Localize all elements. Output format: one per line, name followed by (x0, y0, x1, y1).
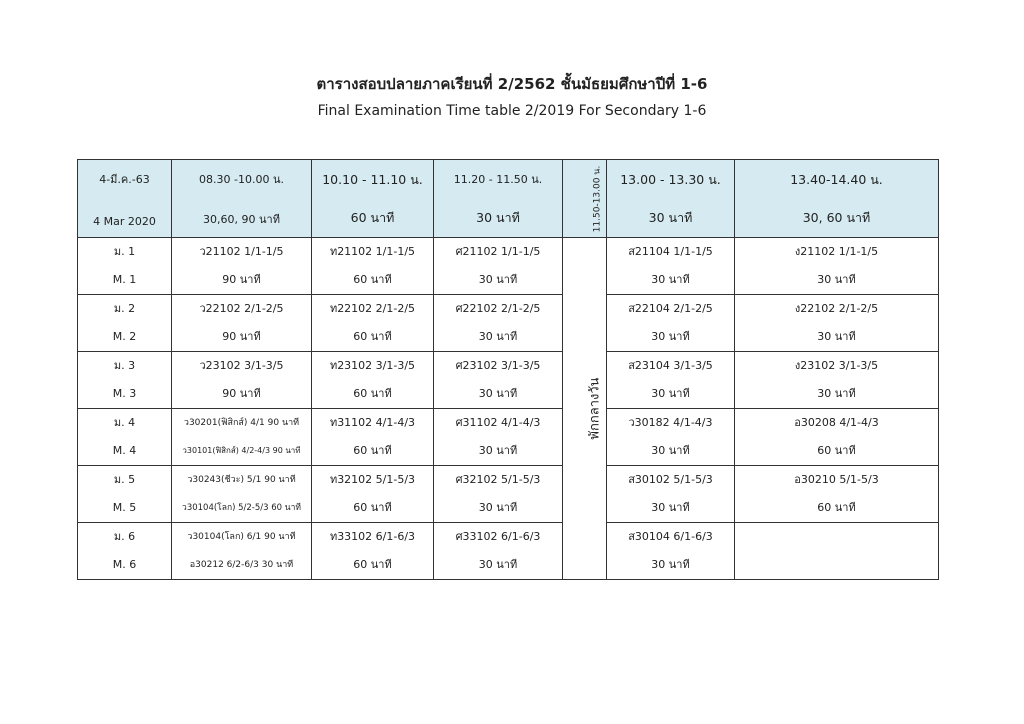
exam-cell (735, 466, 939, 523)
exam-subject: ศ32102 5/1-5/3 (455, 473, 541, 486)
exam-detail: 90 นาที (222, 273, 261, 286)
slot-header-1 (172, 160, 312, 238)
exam-detail: 60 นาที (353, 501, 392, 514)
exam-detail: 30 นาที (817, 273, 856, 286)
level-cell (78, 295, 172, 352)
exam-detail: 30 นาที (651, 330, 690, 343)
exam-subject: ว30201(ฟิสิกส์) 4/1 90 นาที (183, 418, 300, 428)
level-thai: ม. 6 (113, 530, 136, 543)
slot-time: 13.40-14.40 น. (790, 171, 883, 187)
slot-duration: 30,60, 90 นาที (203, 212, 280, 226)
level-english: M. 2 (112, 330, 137, 343)
exam-detail: 60 นาที (817, 444, 856, 457)
table-row (78, 295, 939, 352)
exam-detail: 30 นาที (651, 444, 690, 457)
slot-duration: 30, 60 นาที (802, 209, 871, 225)
lunch-break-label: พักกลางวัน (587, 377, 603, 440)
exam-cell (735, 238, 939, 295)
exam-cell-empty (735, 523, 939, 580)
exam-cell (607, 352, 735, 409)
exam-detail: ว30104(โลก) 5/2-5/3 60 นาที (182, 503, 301, 513)
exam-detail: 60 นาที (353, 444, 392, 457)
exam-cell (434, 295, 563, 352)
exam-cell (607, 466, 735, 523)
exam-cell (607, 295, 735, 352)
slot-duration: 30 นาที (476, 209, 520, 225)
exam-cell (172, 466, 312, 523)
level-cell (78, 238, 172, 295)
date-thai: 4-มี.ค.-63 (99, 172, 150, 186)
slot-header-3 (434, 160, 563, 238)
table-row (78, 409, 939, 466)
slot-header-4 (607, 160, 735, 238)
exam-detail: 30 นาที (478, 273, 518, 286)
exam-subject: ท23102 3/1-3/5 (329, 359, 416, 372)
break-time-header (563, 160, 607, 238)
exam-subject: ส22104 2/1-2/5 (628, 302, 713, 315)
exam-detail: 90 นาที (222, 387, 261, 400)
exam-detail: 30 นาที (651, 387, 690, 400)
exam-detail: 30 นาที (478, 330, 518, 343)
header-row (78, 160, 939, 238)
date-header (78, 160, 172, 238)
page-title-thai: ตารางสอบปลายภาคเรียนที่ 2/2562 ชั้นมัธยมศึกษาปีที่ 1-6 (316, 75, 708, 93)
exam-detail: 60 นาที (817, 501, 856, 514)
exam-detail: 30 นาที (478, 444, 518, 457)
exam-subject: ศ21102 1/1-1/5 (455, 245, 541, 258)
exam-detail: 60 นาที (353, 330, 392, 343)
exam-cell (312, 409, 434, 466)
exam-detail: 30 นาที (651, 558, 690, 571)
exam-cell (434, 238, 563, 295)
exam-subject: ส21104 1/1-1/5 (628, 245, 713, 258)
exam-subject: ส30102 5/1-5/3 (628, 473, 713, 486)
exam-subject: ง22102 2/1-2/5 (794, 302, 879, 315)
slot-duration: 60 นาที (350, 209, 395, 225)
date-english: 4 Mar 2020 (93, 214, 156, 228)
exam-cell (312, 523, 434, 580)
table-row (78, 238, 939, 295)
level-cell (78, 352, 172, 409)
exam-cell (735, 352, 939, 409)
level-thai: ม. 3 (113, 359, 136, 372)
exam-subject: อ30210 5/1-5/3 (794, 473, 879, 486)
exam-cell (434, 409, 563, 466)
exam-subject: ง23102 3/1-3/5 (794, 359, 879, 372)
exam-cell (312, 295, 434, 352)
level-thai: ม. 2 (113, 302, 136, 315)
exam-subject: ศ23102 3/1-3/5 (455, 359, 541, 372)
page-title-english: Final Examination Time table 2/2019 For Secondary 1-6 (317, 103, 707, 119)
exam-cell (172, 352, 312, 409)
slot-time: 10.10 - 11.10 น. (322, 171, 423, 187)
exam-detail: 60 นาที (353, 558, 392, 571)
exam-subject: ว21102 1/1-1/5 (199, 245, 284, 258)
exam-subject: ว30104(โลก) 6/1 90 นาที (187, 532, 296, 542)
exam-detail: อ30212 6/2-6/3 30 นาที (189, 560, 294, 570)
exam-subject: ว23102 3/1-3/5 (199, 359, 284, 372)
exam-detail: 30 นาที (478, 501, 518, 514)
exam-subject: ส30104 6/1-6/3 (628, 530, 713, 543)
level-english: M. 5 (112, 501, 137, 514)
exam-cell (312, 238, 434, 295)
exam-timetable (77, 159, 939, 580)
exam-cell (312, 352, 434, 409)
exam-detail: 30 นาที (478, 387, 518, 400)
level-thai: ม. 1 (113, 245, 136, 258)
level-cell (78, 523, 172, 580)
table-row (78, 523, 939, 580)
exam-cell (172, 409, 312, 466)
exam-subject: ว30182 4/1-4/3 (628, 416, 713, 429)
level-cell (78, 466, 172, 523)
exam-cell (312, 466, 434, 523)
exam-detail: 60 นาที (353, 273, 392, 286)
exam-detail: 30 นาที (817, 330, 856, 343)
exam-cell (735, 295, 939, 352)
exam-subject: ศ33102 6/1-6/3 (455, 530, 541, 543)
exam-subject: ง21102 1/1-1/5 (794, 245, 879, 258)
slot-time: 13.00 - 13.30 น. (620, 171, 721, 187)
exam-cell (434, 352, 563, 409)
slot-header-5 (735, 160, 939, 238)
table-row (78, 352, 939, 409)
exam-cell (434, 466, 563, 523)
exam-cell (172, 295, 312, 352)
level-english: M. 1 (112, 273, 137, 286)
slot-time: 11.20 - 11.50 น. (453, 172, 543, 186)
level-thai: ม. 4 (113, 416, 136, 429)
table-row (78, 466, 939, 523)
exam-subject: ท22102 2/1-2/5 (329, 302, 416, 315)
exam-detail: 30 นาที (651, 273, 690, 286)
exam-subject: ว30243(ชีวะ) 5/1 90 นาที (187, 475, 296, 485)
level-thai: ม. 5 (113, 473, 136, 486)
exam-subject: ท21102 1/1-1/5 (329, 245, 416, 258)
exam-cell (607, 409, 735, 466)
exam-detail: 60 นาที (353, 387, 392, 400)
level-english: M. 3 (112, 387, 137, 400)
exam-detail: 30 นาที (651, 501, 690, 514)
level-english: M. 6 (112, 558, 137, 571)
level-cell (78, 409, 172, 466)
slot-header-2 (312, 160, 434, 238)
lunch-break-cell (563, 238, 607, 580)
exam-detail: 90 นาที (222, 330, 261, 343)
exam-cell (172, 523, 312, 580)
exam-subject: ท32102 5/1-5/3 (329, 473, 416, 486)
exam-cell (735, 409, 939, 466)
exam-detail: 30 นาที (478, 558, 518, 571)
slot-duration: 30 นาที (648, 209, 693, 225)
exam-subject: ศ31102 4/1-4/3 (455, 416, 541, 429)
exam-cell (607, 523, 735, 580)
exam-subject: ส23104 3/1-3/5 (628, 359, 713, 372)
exam-subject: อ30208 4/1-4/3 (794, 416, 879, 429)
exam-detail: 30 นาที (817, 387, 856, 400)
exam-cell (172, 238, 312, 295)
exam-subject: ท31102 4/1-4/3 (329, 416, 416, 429)
slot-time: 08.30 -10.00 น. (199, 172, 284, 186)
level-english: M. 4 (112, 444, 137, 457)
exam-subject: ศ22102 2/1-2/5 (455, 302, 541, 315)
exam-cell (434, 523, 563, 580)
exam-cell (607, 238, 735, 295)
exam-detail: ว30101(ฟิสิกส์) 4/2-4/3 90 นาที (182, 446, 301, 455)
exam-subject: ท33102 6/1-6/3 (329, 530, 416, 543)
exam-subject: ว22102 2/1-2/5 (199, 302, 284, 315)
break-time: 11.50-13.00 น. (592, 165, 603, 232)
